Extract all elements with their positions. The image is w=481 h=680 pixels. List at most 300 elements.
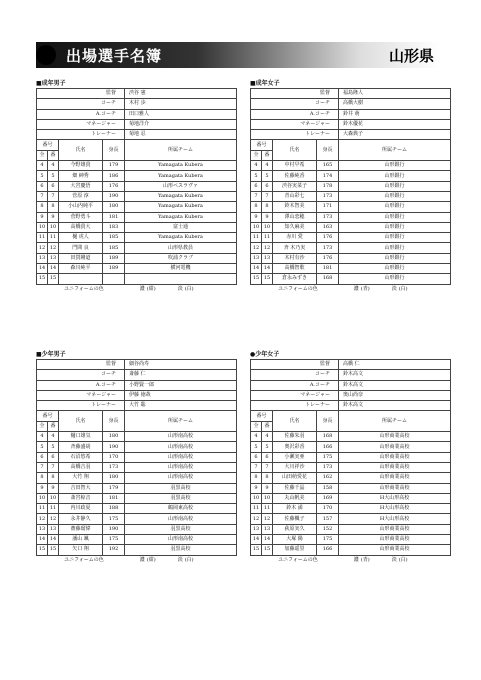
uniform-dark-value: (紺) bbox=[146, 556, 156, 563]
player-name: 山田萌愛花 bbox=[273, 473, 317, 483]
player-number-all: 10 bbox=[251, 493, 262, 503]
player-team: Yamagata Kubera bbox=[125, 233, 237, 243]
height-header: 身長 bbox=[103, 140, 125, 161]
player-height: 176 bbox=[317, 253, 339, 263]
player-team: 山形銀行 bbox=[339, 253, 451, 263]
header-row bbox=[251, 140, 451, 150]
player-name: 今野雄貴 bbox=[59, 161, 103, 171]
player-team: 山形商業高校 bbox=[339, 452, 451, 462]
player-number-all: 15 bbox=[37, 545, 48, 555]
player-name: 斎宮椋音 bbox=[59, 493, 103, 503]
uniform-dark-label: 濃 bbox=[139, 285, 145, 292]
player-number: 15 bbox=[262, 545, 273, 555]
player-row bbox=[37, 514, 237, 524]
staff-row bbox=[37, 360, 237, 370]
player-number-all: 10 bbox=[37, 493, 48, 503]
player-number-all: 10 bbox=[37, 222, 48, 232]
player-number: 7 bbox=[48, 462, 59, 472]
header-banner bbox=[36, 42, 440, 68]
name-header: 氏名 bbox=[59, 411, 103, 432]
uniform-colors bbox=[250, 556, 450, 565]
team-header: 所属チーム bbox=[339, 140, 451, 161]
header-row bbox=[37, 140, 237, 150]
uniform-light-value: (白) bbox=[398, 285, 408, 292]
staff-row bbox=[37, 401, 237, 411]
staff-name: 菊地 忍 bbox=[125, 130, 237, 140]
player-team: 山形銀行 bbox=[339, 171, 451, 181]
player-number: 15 bbox=[48, 545, 59, 555]
player-name: 赤川 愛 bbox=[273, 233, 317, 243]
uniform-dark-value: (青) bbox=[360, 556, 370, 563]
staff-row bbox=[37, 380, 237, 390]
player-name bbox=[59, 274, 103, 284]
page-title: 出場選手名簿 bbox=[66, 47, 163, 65]
player-height: 170 bbox=[103, 452, 125, 462]
player-team: 山形銀行 bbox=[339, 191, 451, 201]
player-height: 175 bbox=[103, 535, 125, 545]
player-number: 4 bbox=[262, 432, 273, 442]
player-number-all: 9 bbox=[251, 483, 262, 493]
player-number-all: 8 bbox=[251, 473, 262, 483]
player-team: 山形南高校 bbox=[125, 535, 237, 545]
player-number: 15 bbox=[48, 274, 59, 284]
player-number-all: 7 bbox=[37, 191, 48, 201]
player-number-all: 6 bbox=[251, 181, 262, 191]
staff-name: 鈴木高文 bbox=[339, 370, 451, 380]
player-height bbox=[103, 274, 125, 284]
uniform-light-label: 淡 bbox=[391, 285, 397, 292]
player-number-all: 7 bbox=[37, 462, 48, 472]
player-number-all: 14 bbox=[251, 264, 262, 274]
player-number: 4 bbox=[48, 161, 59, 171]
height-header: 身長 bbox=[103, 411, 125, 432]
player-height: 181 bbox=[317, 264, 339, 274]
player-row bbox=[251, 171, 451, 181]
player-row bbox=[37, 432, 237, 442]
staff-name: 高橋大樹 bbox=[339, 99, 451, 109]
player-height: 178 bbox=[317, 181, 339, 191]
player-row bbox=[251, 253, 451, 263]
player-team: 山形銀行 bbox=[339, 243, 451, 253]
staff-name: 鈴木高文 bbox=[339, 380, 451, 390]
player-number: 15 bbox=[262, 274, 273, 284]
player-height: 171 bbox=[317, 202, 339, 212]
player-number: 9 bbox=[48, 212, 59, 222]
team-header: 所属チーム bbox=[125, 140, 237, 161]
player-name: 木村有沙 bbox=[273, 253, 317, 263]
zen-header: 全 bbox=[251, 150, 262, 160]
player-name: 門間 良 bbox=[59, 243, 103, 253]
staff-row bbox=[37, 370, 237, 380]
player-team bbox=[125, 274, 237, 284]
player-height: 188 bbox=[103, 504, 125, 514]
player-height: 189 bbox=[103, 264, 125, 274]
player-team: 山形銀行 bbox=[339, 222, 451, 232]
player-number-all: 12 bbox=[37, 514, 48, 524]
player-row bbox=[37, 191, 237, 201]
staff-name: 小野賢一郎 bbox=[125, 380, 237, 390]
player-team: 羽黒高校 bbox=[125, 545, 237, 555]
bullet-icon bbox=[36, 45, 56, 65]
staff-role: コーチ bbox=[37, 99, 125, 109]
uniform-label: ユニフォームの色 bbox=[278, 556, 318, 563]
player-number-all: 13 bbox=[37, 253, 48, 263]
player-team: 山形県教員 bbox=[125, 243, 237, 253]
player-row bbox=[37, 483, 237, 493]
staff-role: A.コーチ bbox=[37, 109, 125, 119]
player-height: 166 bbox=[317, 442, 339, 452]
player-row bbox=[251, 483, 451, 493]
player-row bbox=[37, 233, 237, 243]
player-team: 吹浦クラブ bbox=[125, 253, 237, 263]
staff-row bbox=[37, 119, 237, 129]
uniform-colors bbox=[36, 285, 236, 294]
player-number: 8 bbox=[262, 202, 273, 212]
player-row bbox=[37, 212, 237, 222]
player-team: 山形銀行 bbox=[339, 264, 451, 274]
team-header: 所属チーム bbox=[339, 411, 451, 432]
player-name: 中村早希 bbox=[273, 161, 317, 171]
staff-role: コーチ bbox=[37, 370, 125, 380]
player-height: 185 bbox=[103, 243, 125, 253]
player-name: 大竹 翔 bbox=[59, 473, 103, 483]
player-row bbox=[37, 181, 237, 191]
staff-name: 鈴木高文 bbox=[339, 401, 451, 411]
player-number-all: 14 bbox=[37, 535, 48, 545]
staff-role: A.コーチ bbox=[251, 109, 339, 119]
number-header: 番号 bbox=[37, 140, 59, 150]
player-number-all: 5 bbox=[37, 171, 48, 181]
player-name: 佐藤楓子 bbox=[273, 514, 317, 524]
staff-name: 大竹 聡 bbox=[125, 401, 237, 411]
player-name: 青山彩七 bbox=[273, 191, 317, 201]
roster-table bbox=[250, 359, 451, 556]
staff-row bbox=[251, 130, 451, 140]
player-row bbox=[251, 442, 451, 452]
player-height: 181 bbox=[103, 493, 125, 503]
staff-name: 渋谷 憲 bbox=[125, 89, 237, 99]
staff-role: 監督 bbox=[37, 360, 125, 370]
player-number: 6 bbox=[48, 452, 59, 462]
staff-name: 斎藤 仁 bbox=[125, 370, 237, 380]
staff-row bbox=[251, 380, 451, 390]
player-row bbox=[251, 264, 451, 274]
staff-role: マネージャー bbox=[251, 119, 339, 129]
player-row bbox=[251, 545, 451, 555]
player-number: 5 bbox=[262, 442, 273, 452]
roster-table bbox=[36, 359, 237, 556]
player-name: 吉田智大 bbox=[59, 483, 103, 493]
player-number-all: 8 bbox=[37, 473, 48, 483]
staff-row bbox=[37, 390, 237, 400]
staff-name: 田口雅人 bbox=[125, 109, 237, 119]
staff-name: 木村 歩 bbox=[125, 99, 237, 109]
player-row bbox=[37, 222, 237, 232]
staff-name: 鈴木優花 bbox=[339, 119, 451, 129]
player-number-all: 5 bbox=[251, 442, 262, 452]
player-height: 189 bbox=[103, 253, 125, 263]
uniform-light-label: 淡 bbox=[177, 556, 183, 563]
player-team: Yamagata Kubera bbox=[125, 212, 237, 222]
staff-row bbox=[251, 360, 451, 370]
section-youth-women bbox=[250, 350, 450, 565]
player-name: 樋 虎人 bbox=[59, 233, 103, 243]
player-number-all: 14 bbox=[37, 264, 48, 274]
player-number: 5 bbox=[48, 442, 59, 452]
player-row bbox=[37, 473, 237, 483]
player-team: 山形商業高校 bbox=[339, 483, 451, 493]
player-height: 176 bbox=[317, 233, 339, 243]
prefecture-label: 山形県 bbox=[388, 47, 434, 65]
player-team: 山形銀行 bbox=[339, 202, 451, 212]
player-row bbox=[251, 243, 451, 253]
player-name: 内川政夏 bbox=[59, 504, 103, 514]
player-number: 11 bbox=[48, 504, 59, 514]
player-number-all: 6 bbox=[37, 452, 48, 462]
player-row bbox=[251, 462, 451, 472]
player-team: 山形商業高校 bbox=[339, 432, 451, 442]
player-row bbox=[251, 514, 451, 524]
player-row bbox=[251, 524, 451, 534]
staff-name: 奥山尚奈 bbox=[339, 390, 451, 400]
section-title: ■少年男子 bbox=[36, 351, 66, 358]
player-number-all: 12 bbox=[251, 514, 262, 524]
uniform-colors bbox=[250, 285, 450, 294]
player-number: 6 bbox=[262, 452, 273, 462]
staff-name: 大森典子 bbox=[339, 130, 451, 140]
player-number: 14 bbox=[48, 264, 59, 274]
player-height: 169 bbox=[317, 493, 339, 503]
player-number-all: 11 bbox=[37, 504, 48, 514]
player-name: 佐藤純香 bbox=[273, 171, 317, 181]
staff-name: 高橋 仁 bbox=[339, 360, 451, 370]
player-height: 180 bbox=[103, 432, 125, 442]
player-team: 山形南高校 bbox=[125, 432, 237, 442]
player-number: 8 bbox=[262, 473, 273, 483]
staff-row bbox=[251, 99, 451, 109]
player-number: 6 bbox=[48, 181, 59, 191]
uniform-label: ユニフォームの色 bbox=[64, 285, 104, 292]
name-header: 氏名 bbox=[59, 140, 103, 161]
player-number-all: 11 bbox=[251, 504, 262, 514]
player-name: 大川祥沙 bbox=[273, 462, 317, 472]
player-number: 12 bbox=[262, 243, 273, 253]
player-team: 山形商業高校 bbox=[339, 462, 451, 472]
player-number-all: 6 bbox=[251, 452, 262, 462]
staff-row bbox=[251, 401, 451, 411]
player-name: 奥沢彩香 bbox=[273, 442, 317, 452]
zen-header: 全 bbox=[37, 421, 48, 431]
ban-header: 番 bbox=[262, 421, 273, 431]
player-height: 170 bbox=[317, 504, 339, 514]
staff-name: 鈴井 萌 bbox=[339, 109, 451, 119]
player-name: 小瀬実亜 bbox=[273, 452, 317, 462]
player-height: 175 bbox=[317, 452, 339, 462]
player-row bbox=[37, 442, 237, 452]
player-row bbox=[37, 171, 237, 181]
player-number-all: 15 bbox=[251, 545, 262, 555]
player-height: 166 bbox=[317, 545, 339, 555]
staff-role: 監督 bbox=[251, 89, 339, 99]
player-row bbox=[37, 274, 237, 284]
player-row bbox=[37, 493, 237, 503]
player-number-all: 12 bbox=[37, 243, 48, 253]
player-row bbox=[251, 452, 451, 462]
player-name: 高橋吉羽 bbox=[59, 462, 103, 472]
player-height: 168 bbox=[317, 432, 339, 442]
staff-row bbox=[251, 390, 451, 400]
player-team: 山形南高校 bbox=[125, 452, 237, 462]
player-number-all: 9 bbox=[251, 212, 262, 222]
uniform-dark-label: 濃 bbox=[139, 556, 145, 563]
staff-row bbox=[251, 370, 451, 380]
player-row bbox=[251, 202, 451, 212]
uniform-colors bbox=[36, 556, 236, 565]
player-team: 山形商業高校 bbox=[339, 535, 451, 545]
player-number-all: 10 bbox=[251, 222, 262, 232]
player-number: 12 bbox=[48, 243, 59, 253]
player-height: 175 bbox=[317, 535, 339, 545]
player-name: 澤山恋穂 bbox=[273, 212, 317, 222]
player-number: 10 bbox=[48, 493, 59, 503]
player-height: 173 bbox=[317, 191, 339, 201]
player-number-all: 12 bbox=[251, 243, 262, 253]
staff-role: トレーナー bbox=[37, 401, 125, 411]
roster-table bbox=[36, 88, 237, 285]
player-row bbox=[37, 243, 237, 253]
player-name: 丸山帆美 bbox=[273, 493, 317, 503]
player-name: 佐藤朱羽 bbox=[273, 432, 317, 442]
player-row bbox=[37, 504, 237, 514]
player-number-all: 13 bbox=[251, 253, 262, 263]
player-number: 7 bbox=[262, 462, 273, 472]
player-number: 13 bbox=[262, 253, 273, 263]
player-name: 鈴木智美 bbox=[273, 202, 317, 212]
player-row bbox=[37, 264, 237, 274]
player-team: 山形銀行 bbox=[339, 161, 451, 171]
player-number: 8 bbox=[48, 473, 59, 483]
player-number-all: 14 bbox=[251, 535, 262, 545]
player-name: 樋口雄気 bbox=[59, 432, 103, 442]
uniform-label: ユニフォームの色 bbox=[278, 285, 318, 292]
player-team: H大山形高校 bbox=[339, 514, 451, 524]
team-header: 所属チーム bbox=[125, 411, 237, 432]
player-height: 181 bbox=[103, 212, 125, 222]
player-team: Yamagata Kubera bbox=[125, 202, 237, 212]
player-number-all: 4 bbox=[251, 432, 262, 442]
player-number: 13 bbox=[48, 524, 59, 534]
player-height: 190 bbox=[103, 442, 125, 452]
uniform-light-value: (白) bbox=[184, 285, 194, 292]
player-height: 180 bbox=[103, 202, 125, 212]
player-height: 152 bbox=[317, 524, 339, 534]
player-number: 10 bbox=[262, 493, 273, 503]
player-number: 11 bbox=[262, 504, 273, 514]
staff-row bbox=[37, 109, 237, 119]
staff-name: 細谷尚寿 bbox=[125, 360, 237, 370]
uniform-dark-value: (青) bbox=[360, 285, 370, 292]
staff-role: トレーナー bbox=[37, 130, 125, 140]
section-youth-men bbox=[36, 350, 236, 565]
player-number-all: 4 bbox=[37, 161, 48, 171]
uniform-light-value: (白) bbox=[398, 556, 408, 563]
player-row bbox=[251, 535, 451, 545]
player-team: 山形南高校 bbox=[125, 442, 237, 452]
player-number: 14 bbox=[262, 535, 273, 545]
height-header: 身長 bbox=[317, 411, 339, 432]
player-row bbox=[251, 432, 451, 442]
uniform-label: ユニフォームの色 bbox=[64, 556, 104, 563]
player-team: 山形ベスラヴァ bbox=[125, 181, 237, 191]
player-row bbox=[251, 504, 451, 514]
roster-table bbox=[250, 88, 451, 285]
player-number: 4 bbox=[48, 432, 59, 442]
staff-role: コーチ bbox=[251, 370, 339, 380]
player-height: 183 bbox=[103, 222, 125, 232]
player-row bbox=[37, 462, 237, 472]
staff-row bbox=[251, 119, 451, 129]
staff-row bbox=[251, 89, 451, 99]
player-team: H大山形高校 bbox=[339, 493, 451, 503]
name-header: 氏名 bbox=[273, 140, 317, 161]
staff-role: 監督 bbox=[37, 89, 125, 99]
uniform-light-value: (白) bbox=[184, 556, 194, 563]
player-team: 富士通 bbox=[125, 222, 237, 232]
player-number: 11 bbox=[48, 233, 59, 243]
player-number: 5 bbox=[262, 171, 273, 181]
player-name: 矢口 翔 bbox=[59, 545, 103, 555]
player-height: 192 bbox=[103, 545, 125, 555]
ban-header: 番 bbox=[48, 421, 59, 431]
player-height: 190 bbox=[103, 191, 125, 201]
player-height: 157 bbox=[317, 514, 339, 524]
player-number-all: 4 bbox=[251, 161, 262, 171]
player-number-all: 9 bbox=[37, 483, 48, 493]
player-height: 179 bbox=[103, 483, 125, 493]
player-name: 小山内純平 bbox=[59, 202, 103, 212]
player-number: 6 bbox=[262, 181, 273, 191]
player-team: 羽黒高校 bbox=[125, 524, 237, 534]
player-number: 8 bbox=[48, 202, 59, 212]
player-team: 山形商業高校 bbox=[339, 524, 451, 534]
player-name: 倉永みずき bbox=[273, 274, 317, 284]
player-height: 173 bbox=[317, 243, 339, 253]
player-row bbox=[251, 181, 451, 191]
player-height: 173 bbox=[103, 462, 125, 472]
player-team: 山形南高校 bbox=[125, 514, 237, 524]
uniform-light-label: 淡 bbox=[391, 556, 397, 563]
player-team: Yamagata Kubera bbox=[125, 161, 237, 171]
ban-header: 番 bbox=[262, 150, 273, 160]
player-number: 11 bbox=[262, 233, 273, 243]
player-team: H大山形高校 bbox=[339, 504, 451, 514]
player-team: 山形銀行 bbox=[339, 212, 451, 222]
player-height: 174 bbox=[317, 171, 339, 181]
staff-role: A.コーチ bbox=[37, 380, 125, 390]
player-team: 山形商業高校 bbox=[339, 442, 451, 452]
player-number-all: 11 bbox=[251, 233, 262, 243]
player-name: 大塚 陽 bbox=[273, 535, 317, 545]
staff-role: 監督 bbox=[251, 360, 339, 370]
player-row bbox=[251, 222, 451, 232]
uniform-light-label: 淡 bbox=[177, 285, 183, 292]
player-row bbox=[37, 545, 237, 555]
player-name: 森川純平 bbox=[59, 264, 103, 274]
height-header: 身長 bbox=[317, 140, 339, 161]
player-row bbox=[251, 191, 451, 201]
player-name: 渋谷実菜子 bbox=[273, 181, 317, 191]
player-row bbox=[251, 473, 451, 483]
